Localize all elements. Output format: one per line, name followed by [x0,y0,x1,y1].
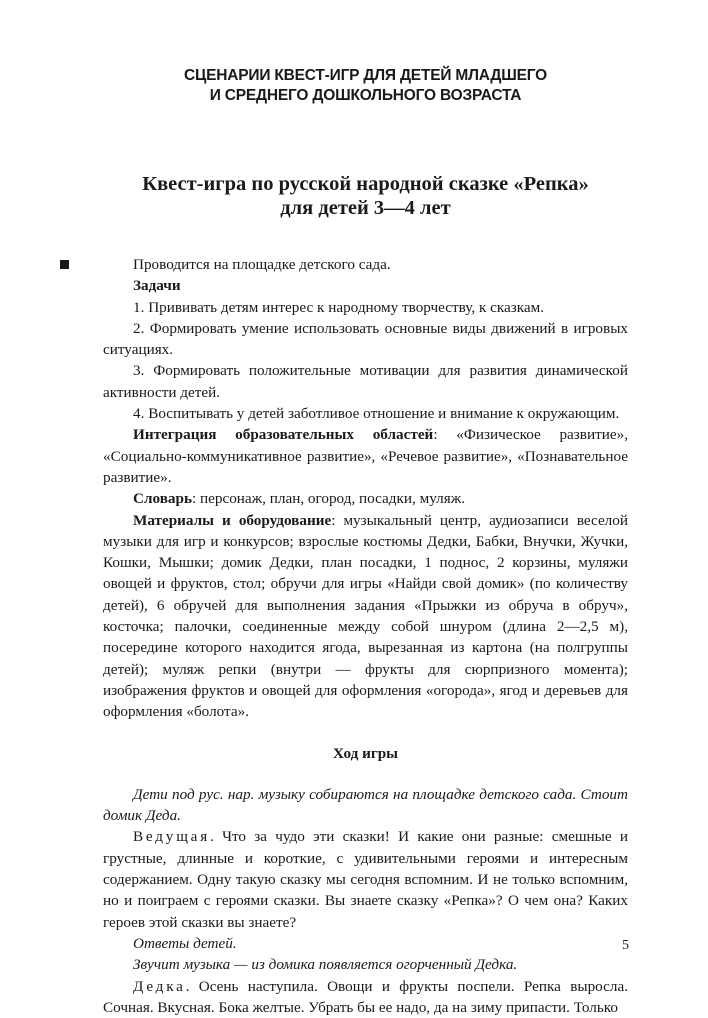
intro-paragraph [103,254,628,275]
speech-text: . Осень наступила. Овощи и фрукты поспели. Репка выросла. Сочная. Вкусная. Бока желтые. Убрать бы ее надо, да на зиму припасти. Только [103,978,628,1016]
dialogue-paragraph [103,976,628,1018]
task-item: 2. Формировать умение использовать основные виды движений в игровых ситуациях. [103,318,628,361]
materials-label: Материалы и оборудование [133,512,331,529]
stage-direction: Ответы детей. [103,933,628,954]
game-progress-heading: Ход игры [103,743,628,764]
vocabulary-label: Словарь [133,490,192,507]
chapter-title-line-2: для детей 3—4 лет [103,196,628,220]
dialogue-paragraph [103,826,628,932]
stage-direction: Звучит музыка — из домика появляется огорченный Дедка. [103,954,628,975]
integration-paragraph [103,424,628,488]
integration-text: : «Физическое развитие», «Социально-коммуникативное развитие», «Речевое развитие», «Познавательное развитие». [103,426,628,486]
task-item: 1. Прививать детям интерес к народному творчеству, к сказкам. [103,297,628,318]
speaker-name: Дедка [133,978,186,995]
speaker-name: Ведущая [133,828,210,845]
integration-label: Интеграция образовательных областей [133,426,433,443]
intro-text: Проводится на площадке детского сада. [133,256,391,273]
square-bullet-icon [60,260,69,269]
materials-text: : музыкальный центр, аудиозаписи веселой музыки для игр и конкурсов; взрослые костюмы Дедки, Бабки, Внучки, Жучки, Кошки, Мышки; домик Дедки, план посадки, 1 поднос, 2 корзины, муляжи овощей и фруктов, стол; обручи для игры «Найди свой домик» (по количеству детей), 6 обручей для выполнения задания «Прыжки из обруча в обруч», косточка; палочки, соединенные между собой шнуром (длина 2—2,5 м), посередине которого находится ягода, вырезанная из картона (на полгруппы детей); муляж репки (внутри — фрукты для сюрпризного момента); изображения фруктов и овощей для оформления «огорода», ягод и деревьев для оформления «болота». [103,512,628,721]
task-item: 3. Формировать положительные мотивации для развития динамической активности детей. [103,360,628,403]
tasks-heading: Задачи [103,275,628,296]
task-item: 4. Воспитывать у детей заботливое отношение и внимание к окружающим. [103,403,628,424]
section-title-line-2: И СРЕДНЕГО ДОШКОЛЬНОГО ВОЗРАСТА [103,86,628,106]
materials-paragraph [103,510,628,723]
page-number: 5 [622,935,629,956]
section-title-line-1: СЦЕНАРИИ КВЕСТ-ИГР ДЛЯ ДЕТЕЙ МЛАДШЕГО [103,66,628,86]
stage-direction: Дети под рус. нар. музыку собираются на площадке детского сада. Стоит домик Деда. [103,784,628,827]
document-body [103,254,628,1018]
vocabulary-text: : персонаж, план, огород, посадки, муляж. [192,490,465,507]
speech-text: . Что за чудо эти сказки! И какие они разные: смешные и грустные, длинные и короткие, с удивительными героями и интересным содержанием. Одну такую сказку мы сегодня вспомним. И не только вспомним, но и поиграем с героями сказки. Вы знаете сказку «Репка»? О чем она? Каких героев этой сказки вы знаете? [103,828,628,930]
chapter-title-line-1: Квест-игра по русской народной сказке «Репка» [103,172,628,196]
vocabulary-paragraph [103,488,628,509]
